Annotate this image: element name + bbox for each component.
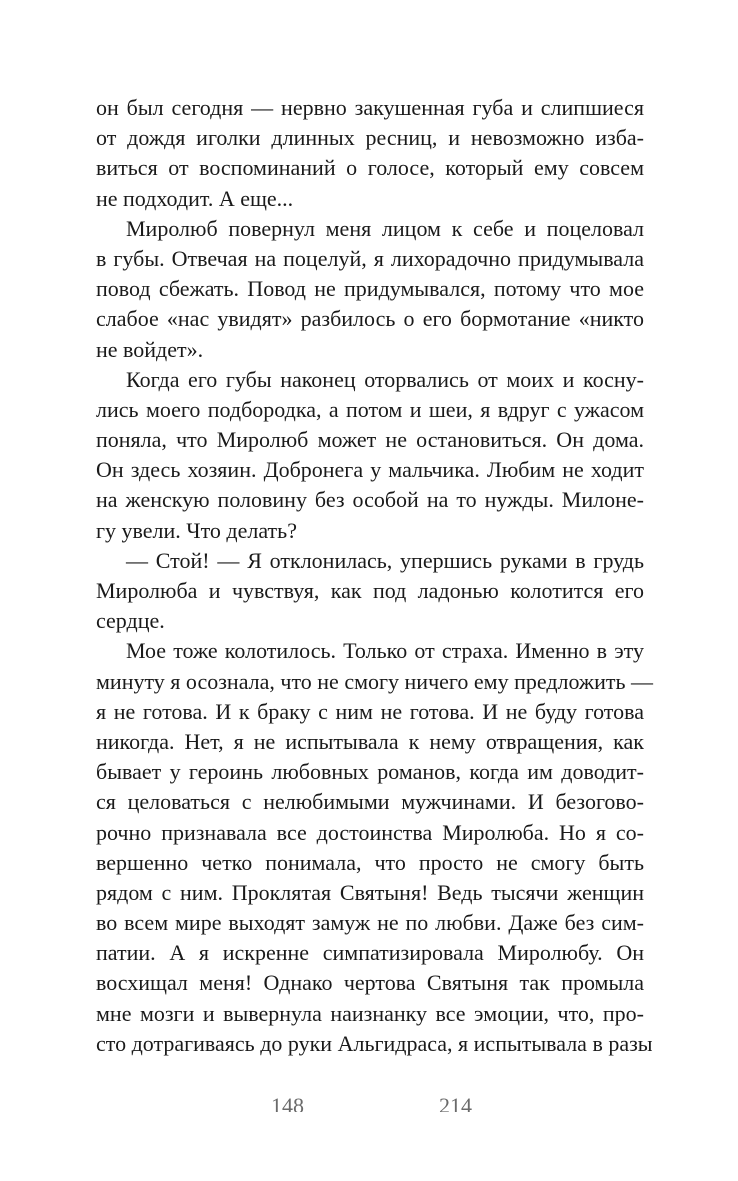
text-line: сердце.: [96, 608, 165, 634]
text-line: Миролюб повернул меня лицом к себе и поцеловал: [126, 215, 644, 241]
text-line: от дождя иголки длинных ресниц, и невозможно изба-: [96, 125, 644, 151]
text-line: поняла, что Миролюб может не остановиться. Он дома.: [96, 427, 644, 453]
text-line: бывает у героинь любовных романов, когда им доводит-: [96, 759, 644, 785]
text-line: Мое тоже колотилось. Только от страха. Именно в эту: [126, 638, 644, 664]
text-line: вершенно четко понимала, что просто не смогу быть: [96, 849, 644, 875]
footer-mark: 214: [439, 1093, 472, 1112]
text-line: сто дотрагиваясь до руки Альгидраса, я испытывала в разы: [96, 1030, 653, 1056]
page-footer: [96, 1092, 644, 1112]
text-line: рочно признавала все достоинства Миролюба. Но я со-: [96, 819, 644, 845]
text-line: повод сбежать. Повод не придумывался, потому что мое: [96, 276, 644, 302]
body-text: [96, 93, 654, 1059]
text-line: гу увели. Что делать?: [96, 517, 297, 543]
page-number: 148: [271, 1093, 304, 1112]
text-line: никогда. Нет, я не испытывала к нему отвращения, как: [96, 728, 644, 754]
text-line: — Стой! — Я отклонилась, упершись руками в грудь: [126, 547, 644, 573]
text-line: в губы. Отвечая на поцелуй, я лихорадочно придумывала: [96, 245, 644, 271]
text-line: Он здесь хозяин. Добронега у мальчика. Любим не ходит: [96, 457, 644, 483]
text-line: не войдет».: [96, 336, 204, 362]
text-line: мне мозги и вывернула наизнанку все эмоции, что, про-: [96, 1000, 644, 1026]
text-line: во всем мире выходят замуж не по любви. Даже без сим-: [96, 910, 644, 936]
text-line: на женскую половину без особой на то нужды. Милоне-: [96, 487, 644, 513]
text-line: я не готова. И к браку с ним не готова. И не буду готова: [96, 698, 644, 724]
text-line: восхищал меня! Однако чертова Святыня так промыла: [96, 970, 644, 996]
text-line: слабое «нас увидят» разбилось о его бормотание «никто: [96, 306, 644, 332]
text-line: он был сегодня — нервно закушенная губа и слипшиеся: [96, 95, 644, 120]
text-line: патии. А я искренне симпатизировала Миролюбу. Он: [96, 940, 644, 966]
text-line: ся целоваться с нелюбимыми мужчинами. И безогово-: [96, 789, 644, 815]
text-line: Когда его губы наконец оторвались от моих и косну-: [126, 366, 644, 392]
text-line: виться от воспоминаний о голосе, который ему совсем: [96, 155, 644, 181]
text-line: не подходит. А еще...: [96, 185, 294, 211]
text-line: лись моего подбородка, а потом и шеи, я вдруг с ужасом: [96, 396, 644, 422]
text-line: рядом с ним. Проклятая Святыня! Ведь тысячи женщин: [96, 879, 644, 905]
text-line: минуту я осознала, что не смогу ничего ему предложить —: [96, 668, 654, 694]
text-line: Миролюба и чувствуя, как под ладонью колотится его: [96, 578, 644, 603]
